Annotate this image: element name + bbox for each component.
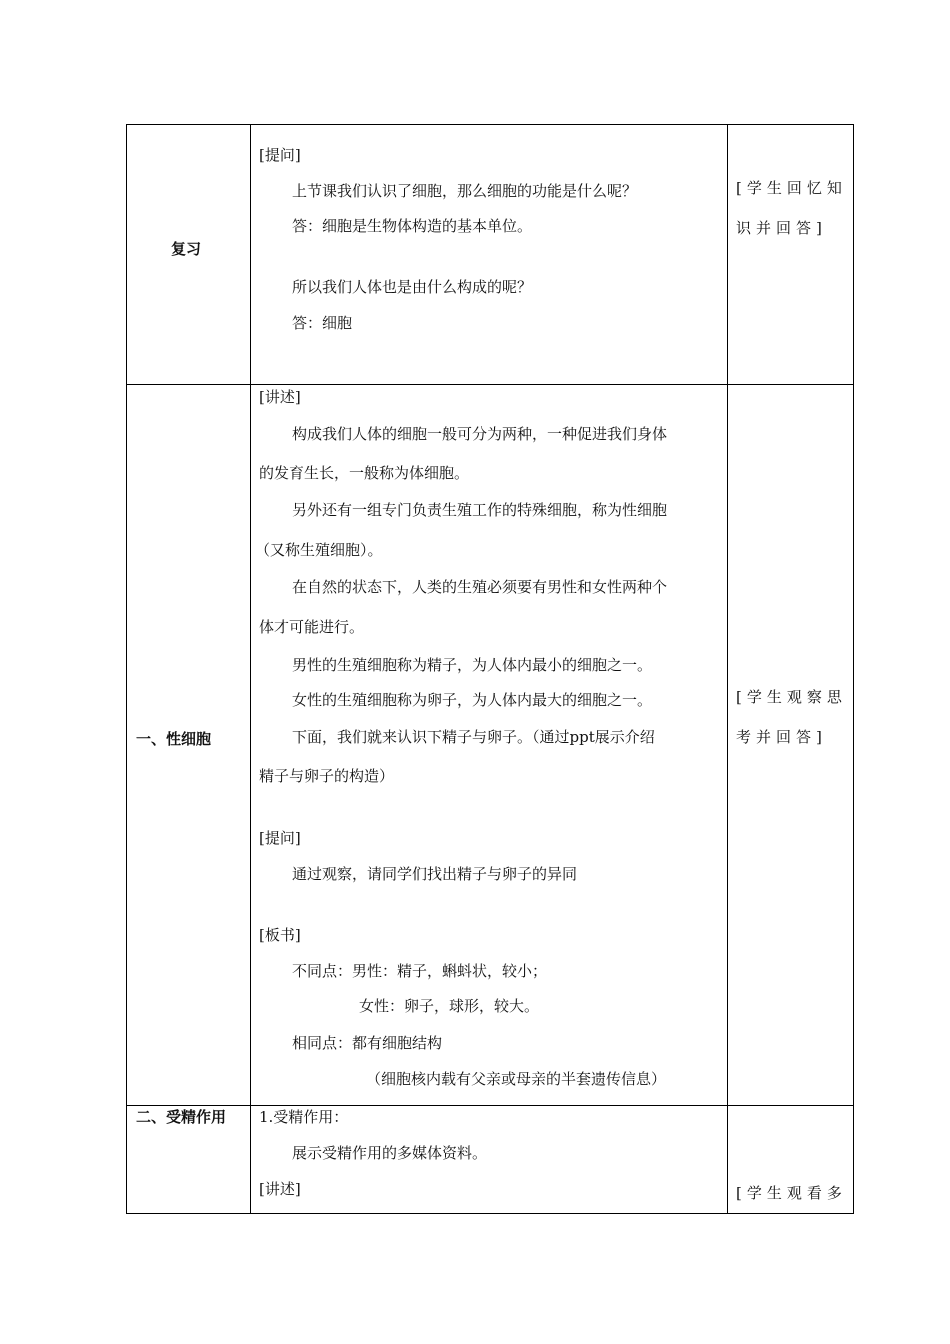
text-line: 精子与卵子的构造） xyxy=(259,767,395,785)
student-activity-note: [学生回忆知 xyxy=(736,179,847,197)
text-line: 不同点：男性：精子，蝌蚪状，较小； xyxy=(292,962,548,980)
prompt-tag: [提问] xyxy=(259,146,301,164)
student-activity-note: 考并回答] xyxy=(736,728,827,746)
text-line: 展示受精作用的多媒体资料。 xyxy=(292,1144,488,1162)
row-divider xyxy=(127,1105,853,1106)
text-line: 答：细胞 xyxy=(292,314,353,332)
text-line: 另外还有一组专门负责生殖工作的特殊细胞，称为性细胞 xyxy=(292,501,668,519)
text-line: 相同点：都有细胞结构 xyxy=(292,1034,443,1052)
text-line: 男性的生殖细胞称为精子，为人体内最小的细胞之一。 xyxy=(292,656,653,674)
narration-tag: [讲述] xyxy=(259,388,301,406)
text-line: 答：细胞是生物体构造的基本单位。 xyxy=(292,217,533,235)
student-activity-note: [学生观看多 xyxy=(736,1184,847,1202)
student-activity-note: [学生观察思 xyxy=(736,688,847,706)
text-line: 1.受精作用： xyxy=(259,1108,349,1126)
prompt-tag: [提问] xyxy=(259,829,301,847)
text-line: 女性的生殖细胞称为卵子，为人体内最大的细胞之一。 xyxy=(292,691,653,709)
section-label-review: 复习 xyxy=(171,240,202,258)
text-line: 通过观察，请同学们找出精子与卵子的异同 xyxy=(292,865,578,883)
text-line: 上节课我们认识了细胞，那么细胞的功能是什么呢？ xyxy=(292,182,638,200)
text-line: 所以我们人体也是由什么构成的呢？ xyxy=(292,278,533,296)
text-line: 女性：卵子，球形，较大。 xyxy=(359,997,540,1015)
text-line: （细胞核内载有父亲或母亲的半套遗传信息） xyxy=(366,1070,667,1088)
section-label-fertilization: 二、受精作用 xyxy=(136,1108,227,1126)
text-line: 体才可能进行。 xyxy=(259,618,365,636)
row-divider xyxy=(127,384,853,385)
text-line: 在自然的状态下，人类的生殖必须要有男性和女性两种个 xyxy=(292,578,668,596)
text-line: 构成我们人体的细胞一般可分为两种，一种促进我们身体 xyxy=(292,425,668,443)
text-line: （又称生殖细胞）。 xyxy=(255,541,383,559)
column-divider xyxy=(727,125,728,1213)
board-tag: [板书] xyxy=(259,926,301,944)
student-activity-note: 识并回答] xyxy=(736,219,827,237)
column-divider xyxy=(250,125,251,1213)
text-line: 下面，我们就来认识下精子与卵子。（通过ppt展示介绍 xyxy=(292,728,655,746)
text-line: 的发育生长，一般称为体细胞。 xyxy=(259,464,470,482)
section-label-sex-cells: 一、性细胞 xyxy=(136,730,212,748)
narration-tag: [讲述] xyxy=(259,1180,301,1198)
